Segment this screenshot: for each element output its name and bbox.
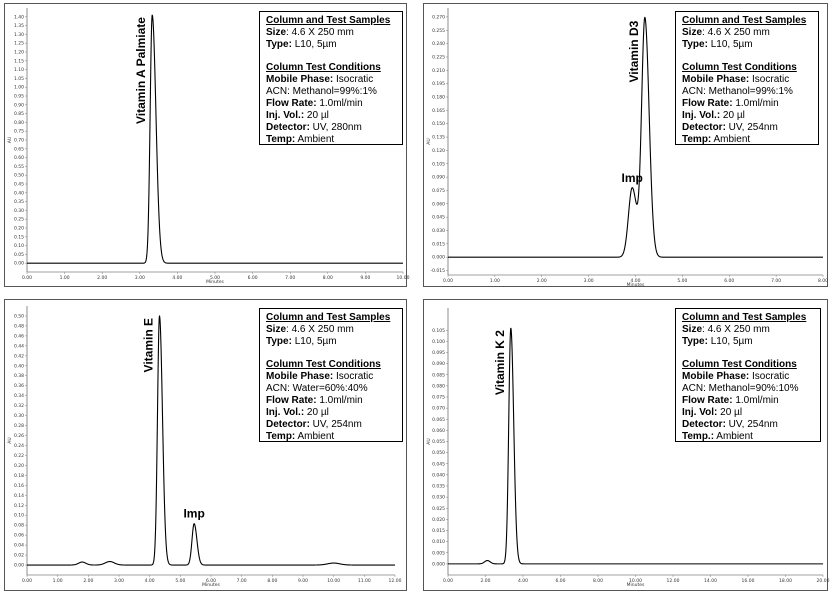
y-tick-label: 0.030 — [432, 229, 445, 234]
x-tick-label: 6.00 — [247, 276, 258, 281]
type-row: Type: L10, 5µm — [266, 336, 337, 347]
x-tick-label: 6.00 — [205, 579, 217, 584]
size-row: Size: 4.6 X 250 mm — [682, 27, 770, 38]
y-tick-label: 0.85 — [13, 112, 24, 118]
y-tick-label: 0.25 — [13, 217, 24, 223]
y-tick-label: 0.020 — [432, 517, 445, 523]
x-tick-label: 3.00 — [134, 276, 145, 281]
x-tick-label: 7.00 — [285, 276, 296, 281]
x-tick-label: 8.00 — [322, 276, 333, 281]
y-tick-label: 0.165 — [432, 108, 445, 114]
y-tick-label: 1.00 — [13, 85, 24, 91]
x-tick-label: 3.00 — [583, 279, 594, 284]
y-tick-label: 0.050 — [432, 451, 445, 457]
x-tick-label: 2.00 — [83, 579, 94, 584]
peak-label: Imp — [183, 506, 205, 521]
y-tick-label: 0.60 — [13, 156, 24, 162]
y-tick-label: 0.55 — [13, 164, 24, 170]
flow-rate-row: Flow Rate: 1.0ml/min — [682, 395, 779, 406]
chromatogram-panel-vitamin-d3 — [423, 3, 828, 287]
y-tick-label: 0.035 — [432, 484, 445, 490]
y-tick-label: 0.16 — [13, 483, 24, 489]
acn-row: ACN: Water=60%:40% — [266, 383, 368, 394]
x-axis-title: Minutes — [206, 280, 224, 285]
acn-row: ACN: Methanol=99%:1% — [266, 86, 377, 97]
mobile-phase-row: Mobile Phase: Isocratic — [266, 74, 374, 85]
y-tick-label: 1.05 — [13, 76, 24, 82]
y-axis-title: AU — [427, 438, 432, 445]
detector-row: Detector: UV, 254nm — [266, 419, 362, 430]
y-tick-label: 0.45 — [13, 182, 24, 188]
y-tick-label: 0.00 — [13, 261, 24, 267]
y-tick-label: 0.025 — [432, 506, 445, 512]
x-tick-label: 8.00 — [267, 579, 278, 584]
y-tick-label: 0.32 — [13, 404, 24, 410]
x-tick-label: 11.00 — [357, 579, 371, 584]
x-tick-label: 6.00 — [555, 579, 566, 584]
x-tick-label: 2.00 — [536, 279, 547, 284]
x-tick-label: 6.00 — [724, 279, 735, 284]
heading-column-samples: Column and Test Samples — [266, 312, 391, 323]
y-tick-label: 1.30 — [13, 32, 24, 38]
y-tick-label: 0.44 — [13, 344, 24, 350]
y-tick-label: 0.06 — [13, 533, 24, 539]
y-tick-label: 1.15 — [13, 59, 24, 65]
temp-row: Temp: Ambient — [266, 134, 335, 145]
x-tick-label: 4.00 — [144, 579, 155, 584]
y-tick-label: 0.060 — [432, 202, 445, 208]
heading-column-samples: Column and Test Samples — [682, 15, 807, 26]
x-tick-label: 10.00 — [327, 579, 341, 584]
y-tick-label: 0.010 — [432, 540, 445, 546]
x-tick-label: 0.00 — [442, 279, 454, 284]
y-tick-label: 0.18 — [13, 473, 24, 479]
y-tick-label: 0.15 — [13, 235, 24, 241]
y-tick-label: 0.80 — [13, 120, 24, 126]
y-tick-label: 0.10 — [13, 513, 24, 519]
y-tick-label: 0.02 — [13, 553, 24, 559]
x-tick-label: 4.00 — [517, 579, 529, 584]
y-tick-label: 0.015 — [432, 242, 445, 248]
y-tick-label: 0.075 — [432, 188, 445, 194]
x-tick-label: 7.00 — [236, 579, 247, 584]
y-tick-label: 0.055 — [432, 440, 445, 445]
y-tick-label: 0.105 — [432, 328, 445, 334]
y-tick-label: 0.080 — [432, 384, 445, 390]
x-axis-title: Minutes — [626, 583, 645, 588]
y-tick-label: 0.48 — [13, 324, 24, 330]
mobile-phase-row: Mobile Phase: Isocratic — [682, 74, 790, 85]
y-tick-label: 0.065 — [432, 417, 445, 423]
heading-column-samples: Column and Test Samples — [682, 312, 807, 323]
y-tick-label: 0.95 — [13, 94, 24, 100]
inj-vol-row: Inj. Vol: 20 µl — [682, 407, 743, 418]
y-tick-label: 0.50 — [13, 173, 24, 179]
y-axis-title: AU — [8, 136, 13, 144]
x-tick-label: 4.00 — [172, 276, 183, 281]
y-tick-label: 0.195 — [432, 82, 445, 88]
x-tick-label: 0.00 — [21, 276, 33, 281]
x-axis-title: Minutes — [202, 583, 220, 588]
y-tick-label: 1.40 — [13, 15, 24, 21]
y-tick-label: 0.20 — [13, 463, 24, 469]
x-tick-label: 5.00 — [175, 579, 186, 584]
y-axis-title: AU — [8, 437, 13, 444]
inj-vol-row: Inj. Vol.: 20 µl — [266, 110, 329, 121]
y-tick-label: 0.075 — [432, 395, 445, 401]
peak-label: Vitamin K 2 — [492, 330, 507, 396]
y-tick-label: 0.150 — [432, 122, 445, 128]
x-tick-label: 4.00 — [630, 279, 641, 284]
y-tick-label: 0.30 — [13, 414, 24, 420]
x-tick-label: 8.00 — [592, 579, 604, 584]
inj-vol-row: Inj. Vol.: 20 µl — [266, 407, 329, 418]
x-tick-label: 10.00 — [396, 276, 410, 281]
y-tick-label: 0.030 — [432, 495, 445, 501]
info-box-vitamin-k2 — [675, 308, 821, 442]
x-tick-label: 12.00 — [388, 579, 402, 584]
acn-row: ACN: Methanol=99%:1% — [682, 86, 793, 97]
y-tick-label: 0.255 — [432, 28, 445, 34]
y-tick-label: 0.060 — [432, 428, 445, 434]
type-row: Type: L10, 5µm — [266, 39, 337, 50]
type-row: Type: L10, 5µm — [682, 39, 753, 50]
temp-row: Temp.: Ambient — [682, 431, 753, 442]
x-tick-label: 5.00 — [209, 276, 221, 281]
x-tick-label: 5.00 — [677, 279, 688, 284]
x-tick-label: 16.00 — [741, 579, 755, 584]
mobile-phase-row: Mobile Phase: Isocratic — [682, 371, 790, 382]
y-tick-label: 0.36 — [13, 384, 24, 390]
y-tick-label: 0.240 — [432, 42, 445, 48]
acn-row: ACN: Methanol=90%:10% — [682, 383, 799, 394]
temp-row: Temp: Ambient — [682, 134, 751, 145]
y-tick-label: 0.225 — [432, 55, 445, 61]
y-tick-label: 0.105 — [432, 162, 445, 168]
heading-column-samples: Column and Test Samples — [266, 15, 391, 26]
size-row: Size: 4.6 X 250 mm — [266, 27, 354, 38]
x-tick-label: 8.00 — [817, 279, 829, 284]
x-tick-label: 9.00 — [297, 579, 309, 584]
y-tick-label: 1.25 — [13, 41, 24, 47]
chromatogram-panel-vitamin-e — [4, 299, 407, 591]
y-tick-label: 0.180 — [432, 95, 445, 101]
y-tick-label: 0.040 — [432, 473, 445, 479]
y-tick-label: 0.045 — [432, 215, 445, 221]
y-tick-label: 0.100 — [432, 339, 445, 345]
size-row: Size: 4.6 X 250 mm — [682, 324, 770, 335]
x-tick-label: 12.00 — [666, 579, 680, 584]
y-tick-label: 0.095 — [432, 351, 445, 356]
flow-rate-row: Flow Rate: 1.0ml/min — [266, 98, 363, 109]
inj-vol-row: Inj. Vol.: 20 µl — [682, 110, 745, 121]
detector-row: Detector: UV, 254nm — [682, 122, 778, 133]
y-tick-label: 0.90 — [13, 103, 24, 109]
y-tick-label: 0.65 — [13, 147, 24, 153]
y-tick-label: 0.000 — [432, 562, 445, 568]
y-tick-label: 0.30 — [13, 208, 24, 214]
x-tick-label: 2.00 — [97, 276, 108, 281]
info-box-vitamin-d3 — [675, 11, 819, 145]
x-tick-label: 14.00 — [704, 579, 717, 584]
peak-label: Vitamin A Palmiate — [134, 17, 149, 124]
info-box-vitamin-a — [259, 11, 403, 145]
y-tick-label: 0.14 — [13, 493, 24, 499]
y-tick-label: 0.12 — [13, 503, 24, 509]
y-tick-label: 0.50 — [13, 314, 24, 320]
y-tick-label: 1.20 — [13, 50, 24, 56]
mobile-phase-row: Mobile Phase: Isocratic — [266, 371, 374, 382]
y-tick-label: 0.00 — [13, 563, 24, 569]
heading-test-conditions: Column Test Conditions — [682, 359, 797, 370]
x-tick-label: 10.00 — [629, 579, 642, 584]
y-tick-label: 0.38 — [13, 374, 24, 380]
y-tick-label: 0.10 — [13, 244, 24, 250]
y-tick-label: 0.35 — [13, 200, 24, 206]
y-tick-label: 0.210 — [432, 68, 445, 74]
y-tick-label: 0.135 — [432, 135, 445, 141]
type-row: Type: L10, 5µm — [682, 336, 753, 347]
y-tick-label: 0.015 — [432, 529, 445, 534]
heading-test-conditions: Column Test Conditions — [682, 62, 797, 73]
peak-label: Imp — [621, 170, 643, 185]
size-row: Size: 4.6 X 250 mm — [266, 324, 354, 335]
y-tick-label: 0.40 — [13, 191, 24, 197]
x-tick-label: 18.00 — [779, 579, 792, 584]
y-tick-label: 0.085 — [432, 373, 445, 379]
y-tick-label: 0.045 — [432, 462, 445, 468]
y-tick-label: 0.000 — [432, 255, 445, 261]
y-tick-label: 0.005 — [432, 551, 445, 557]
y-tick-label: 0.70 — [13, 138, 24, 144]
heading-test-conditions: Column Test Conditions — [266, 62, 381, 73]
x-tick-label: 1.00 — [59, 276, 70, 281]
detector-row: Detector: UV, 254nm — [682, 419, 778, 430]
y-axis-title: AU — [427, 138, 432, 145]
y-tick-label: 0.20 — [13, 226, 24, 232]
y-tick-label: 0.090 — [432, 175, 445, 181]
y-tick-label: 0.75 — [13, 129, 24, 135]
y-tick-label: 0.34 — [13, 394, 24, 400]
heading-test-conditions: Column Test Conditions — [266, 359, 381, 370]
flow-rate-row: Flow Rate: 1.0ml/min — [266, 395, 363, 406]
detector-row: Detector: UV, 280nm — [266, 122, 362, 133]
y-tick-label: 0.270 — [432, 15, 445, 21]
y-tick-label: 0.04 — [13, 543, 24, 549]
x-tick-label: 9.00 — [360, 276, 371, 281]
y-tick-label: 0.28 — [13, 424, 24, 430]
y-tick-label: 0.070 — [432, 406, 445, 412]
y-tick-label: 0.40 — [13, 364, 24, 370]
x-tick-label: 1.00 — [489, 279, 500, 284]
x-tick-label: 2.00 — [480, 579, 491, 584]
y-tick-label: 0.08 — [13, 523, 24, 529]
peak-label: Vitamin E — [141, 317, 156, 373]
x-tick-label: 20.00 — [816, 579, 830, 584]
y-tick-label: 0.26 — [13, 434, 24, 440]
peak-label: Vitamin D3 — [626, 20, 641, 83]
x-tick-label: 7.00 — [771, 279, 782, 284]
y-tick-label: -0.015 — [430, 269, 445, 275]
chromatogram-panel-vitamin-a — [4, 3, 410, 287]
y-tick-label: 1.35 — [13, 24, 24, 30]
y-tick-label: 0.42 — [13, 354, 24, 360]
y-tick-label: 0.120 — [432, 148, 445, 154]
x-tick-label: 3.00 — [113, 579, 125, 584]
y-tick-label: 0.22 — [13, 453, 24, 459]
x-axis-title: Minutes — [626, 283, 645, 288]
y-tick-label: 0.46 — [13, 334, 24, 340]
info-box-vitamin-e — [259, 308, 403, 442]
x-tick-label: 0.00 — [442, 579, 454, 584]
y-tick-label: 1.10 — [13, 68, 24, 74]
y-tick-label: 0.05 — [13, 252, 24, 258]
x-tick-label: 1.00 — [52, 579, 63, 584]
y-tick-label: 0.24 — [13, 443, 24, 449]
flow-rate-row: Flow Rate: 1.0ml/min — [682, 98, 779, 109]
temp-row: Temp: Ambient — [266, 431, 335, 442]
x-tick-label: 0.00 — [21, 579, 33, 584]
chromatogram-panel-vitamin-k2 — [423, 299, 828, 591]
y-tick-label: 0.090 — [432, 362, 445, 368]
